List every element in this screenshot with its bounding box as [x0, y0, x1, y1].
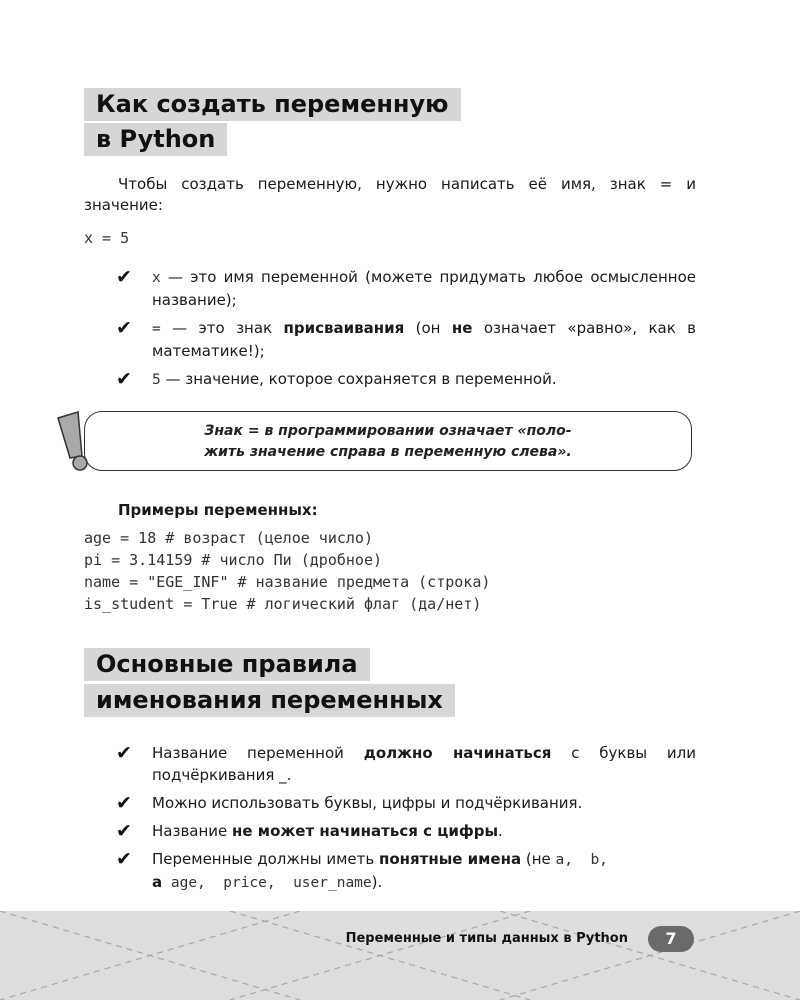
- list-item: [116, 792, 696, 814]
- item-text: означает «равно», как в математике!);: [152, 319, 697, 360]
- list-item: [116, 317, 696, 362]
- code-line: age = 18 # возраст (целое число): [84, 529, 373, 547]
- item-text: — значение, которое сохраняется в переменной.: [160, 370, 557, 388]
- note-text: [125, 421, 651, 463]
- item-bold: понятные имена: [378, 850, 522, 868]
- item-text: .: [498, 822, 503, 840]
- item-bold: должно начинаться: [363, 744, 552, 762]
- rules-list: [116, 742, 696, 900]
- item-text: — это знак: [160, 319, 284, 337]
- code-line: name = "EGE_INF" # название предмета (строка): [84, 573, 491, 591]
- note-line: жить значение справа в переменную слева».: [204, 444, 572, 460]
- definition-list: [116, 266, 696, 397]
- checkmark-icon: ✔: [116, 792, 132, 814]
- checkmark-icon: ✔: [116, 368, 132, 390]
- item-text: Можно использовать буквы, цифры и подчёркивания.: [152, 794, 583, 812]
- item-text: Название переменной: [152, 744, 364, 762]
- inline-code: age, price, user_name: [162, 875, 372, 891]
- list-item: [116, 848, 696, 894]
- checkmark-icon: ✔: [116, 848, 132, 870]
- checkmark-icon: ✔: [116, 820, 132, 842]
- intro-paragraph: [84, 174, 696, 216]
- list-item: [116, 820, 696, 842]
- list-item: [116, 742, 696, 786]
- item-text: (он: [404, 319, 452, 337]
- item-text: ).: [371, 873, 383, 891]
- checkmark-icon: ✔: [116, 742, 132, 764]
- item-text: — это имя переменной (можете придумать любое осмысленное название);: [152, 268, 696, 309]
- note-box: [84, 411, 692, 471]
- item-bold: присваивания: [283, 319, 405, 337]
- inline-code: x: [152, 270, 161, 286]
- footer-pattern: [0, 911, 800, 1000]
- note-line: Знак = в программировании означает «поло-: [204, 423, 572, 439]
- checkmark-icon: ✔: [116, 266, 132, 288]
- code-line: is_student = True # логический флаг (да/нет): [84, 595, 482, 613]
- examples-heading: Примеры переменных:: [118, 501, 318, 519]
- item-text: (не: [521, 850, 556, 868]
- inline-code: 5: [152, 372, 161, 388]
- footer-title: Переменные и типы данных в Python: [345, 931, 628, 946]
- section-title-line1: Основные правила: [84, 648, 370, 681]
- list-item: [116, 368, 696, 391]
- checkmark-icon: ✔: [116, 317, 132, 339]
- intro-text: Чтобы создать переменную, нужно написать её имя, знак = и значение:: [84, 175, 696, 214]
- item-bold: не может начинаться с цифры: [232, 822, 499, 840]
- inline-code: a, b,: [555, 852, 608, 868]
- item-text: с буквы или подчёркивания _.: [152, 744, 696, 784]
- code-example: x = 5: [84, 229, 130, 247]
- section-title-line1: Как создать переменную: [84, 88, 461, 121]
- page-number: 7: [648, 926, 694, 952]
- list-item: [116, 266, 696, 311]
- item-bold: не: [451, 319, 473, 337]
- section-title-line2: в Python: [84, 123, 227, 156]
- section-title-line2: именования переменных: [84, 684, 455, 717]
- item-text: Название: [152, 822, 233, 840]
- item-text: Переменные должны иметь: [152, 850, 379, 868]
- inline-code: =: [152, 321, 161, 337]
- item-bold: а: [152, 873, 163, 891]
- code-line: pi = 3.14159 # число Пи (дробное): [84, 551, 383, 569]
- footer-band: [0, 911, 800, 1000]
